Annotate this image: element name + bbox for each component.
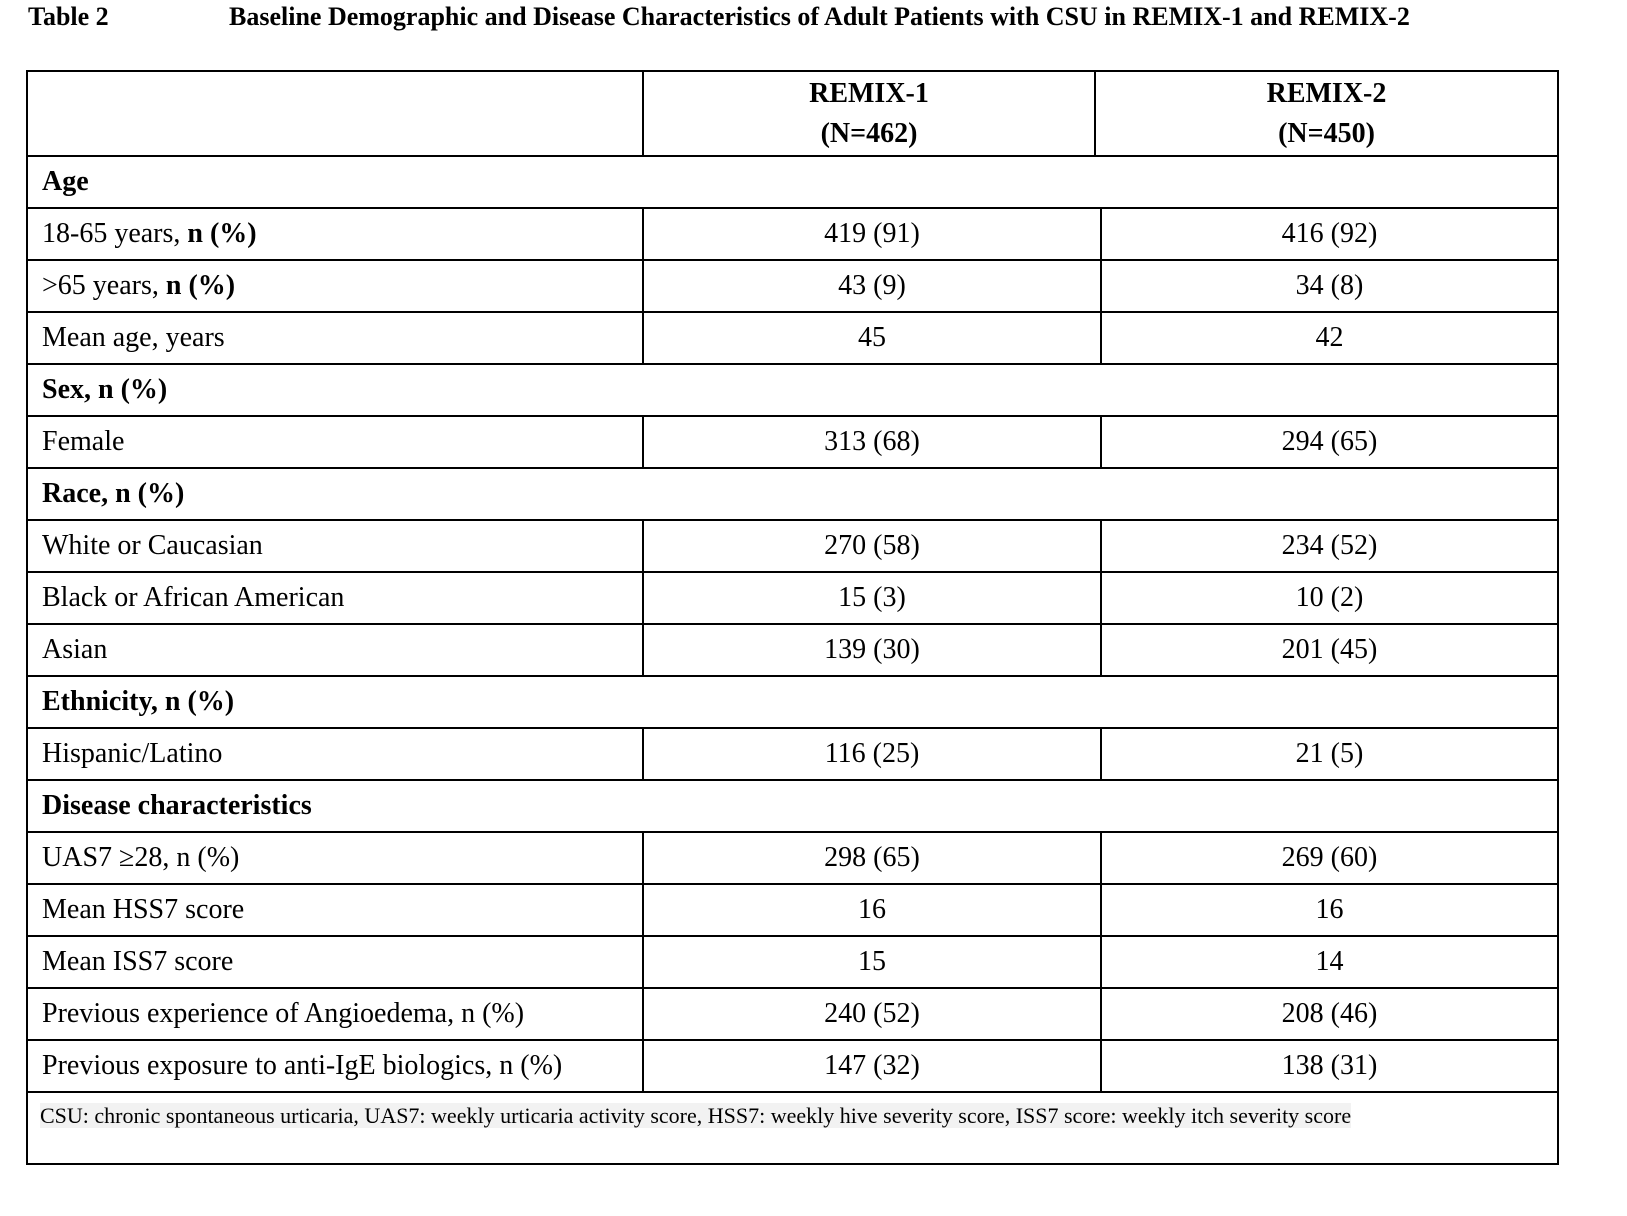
row-label <box>28 261 644 311</box>
section-row <box>28 677 1557 729</box>
row-label <box>28 1041 644 1091</box>
remix-1-value: 298 (65) <box>642 833 1100 883</box>
table-row <box>28 625 1557 677</box>
section-row <box>28 365 1557 417</box>
row-label <box>28 573 644 623</box>
row-label-text: Black or African American <box>42 582 345 613</box>
remix-1-value: 313 (68) <box>642 417 1100 467</box>
table-title: Baseline Demographic and Disease Characteristics of Adult Patients with CSU in REMIX-1 and REMIX-2 <box>229 2 1410 31</box>
row-label-text: >65 years, <box>42 270 166 301</box>
section-label: Disease characteristics <box>42 790 312 821</box>
section-row <box>28 157 1557 209</box>
row-label-text: Mean age, years <box>42 322 225 353</box>
table-row <box>28 209 1557 261</box>
remix-2-value: 42 <box>1100 313 1557 363</box>
table-row <box>28 1041 1557 1093</box>
header-remix-1-n: (N=462) <box>820 117 918 149</box>
remix-1-value: 15 <box>642 937 1100 987</box>
table-row <box>28 989 1557 1041</box>
remix-2-value: 34 (8) <box>1100 261 1557 311</box>
row-label <box>28 937 644 987</box>
header-remix-1 <box>642 72 1094 155</box>
row-label-text: White or Caucasian <box>42 530 263 561</box>
remix-1-value: 419 (91) <box>642 209 1100 259</box>
row-label <box>28 209 644 259</box>
row-label-unit: n (%) <box>187 218 257 249</box>
remix-2-value: 234 (52) <box>1100 521 1557 571</box>
remix-2-value: 294 (65) <box>1100 417 1557 467</box>
table-number: Table 2 <box>28 2 109 31</box>
row-label <box>28 625 644 675</box>
row-label-text: Mean HSS7 score <box>42 894 245 925</box>
remix-1-value: 116 (25) <box>642 729 1100 779</box>
footnote <box>40 1101 1490 1131</box>
row-label <box>28 989 644 1039</box>
remix-1-value: 16 <box>642 885 1100 935</box>
table-row <box>28 937 1557 989</box>
row-label-text: 18-65 years, <box>42 218 188 249</box>
row-label <box>28 417 644 467</box>
row-label-text: Previous experience of Angioedema, n (%) <box>42 998 525 1029</box>
table-header-row <box>28 72 1557 157</box>
section-label: Race, n (%) <box>42 478 185 509</box>
row-label-unit: n (%) <box>165 270 236 301</box>
remix-2-value: 10 (2) <box>1100 573 1557 623</box>
header-remix-2-name: REMIX-2 <box>1266 77 1387 109</box>
remix-2-value: 201 (45) <box>1100 625 1557 675</box>
table-row <box>28 313 1557 365</box>
section-row <box>28 781 1557 833</box>
section-label: Ethnicity, n (%) <box>42 686 235 717</box>
remix-1-value: 270 (58) <box>642 521 1100 571</box>
remix-1-value: 15 (3) <box>642 573 1100 623</box>
remix-2-value: 16 <box>1100 885 1557 935</box>
row-label-text: Previous exposure to anti-IgE biologics, n (%) <box>42 1050 563 1081</box>
baseline-characteristics-table <box>26 70 1559 1165</box>
row-label <box>28 313 644 363</box>
header-empty-cell <box>28 72 644 155</box>
row-label <box>28 521 644 571</box>
header-remix-1-name: REMIX-1 <box>809 77 929 109</box>
remix-2-value: 138 (31) <box>1100 1041 1557 1091</box>
remix-2-value: 21 (5) <box>1100 729 1557 779</box>
remix-2-value: 14 <box>1100 937 1557 987</box>
row-label-text: Mean ISS7 score <box>42 946 234 977</box>
header-remix-2-n: (N=450) <box>1278 117 1375 149</box>
remix-2-value: 416 (92) <box>1100 209 1557 259</box>
table-row <box>28 885 1557 937</box>
table-row <box>28 417 1557 469</box>
remix-1-value: 147 (32) <box>642 1041 1100 1091</box>
row-label-text: Female <box>42 426 125 457</box>
remix-1-value: 139 (30) <box>642 625 1100 675</box>
section-label: Sex, n (%) <box>42 374 168 405</box>
row-label <box>28 833 644 883</box>
remix-1-value: 45 <box>642 313 1100 363</box>
table-row <box>28 729 1557 781</box>
row-label-text: Hispanic/Latino <box>42 738 223 769</box>
remix-2-value: 208 (46) <box>1100 989 1557 1039</box>
remix-2-value: 269 (60) <box>1100 833 1557 883</box>
table-row <box>28 833 1557 885</box>
remix-1-value: 240 (52) <box>642 989 1100 1039</box>
row-label-text: UAS7 ≥28, n (%) <box>42 842 240 873</box>
row-label <box>28 885 644 935</box>
section-row <box>28 469 1557 521</box>
section-label: Age <box>42 166 89 197</box>
footnote-text: CSU: chronic spontaneous urticaria, UAS7: weekly urticaria activity score, HSS7: weekly hive severity score, ISS7 score: weekly itch severity score <box>40 1103 1352 1128</box>
table-row <box>28 573 1557 625</box>
header-remix-2 <box>1094 72 1557 155</box>
table-row <box>28 521 1557 573</box>
row-label <box>28 729 644 779</box>
row-label-text: Asian <box>42 634 108 665</box>
footnote-row <box>28 1093 1557 1163</box>
table-row <box>28 261 1557 313</box>
remix-1-value: 43 (9) <box>642 261 1100 311</box>
